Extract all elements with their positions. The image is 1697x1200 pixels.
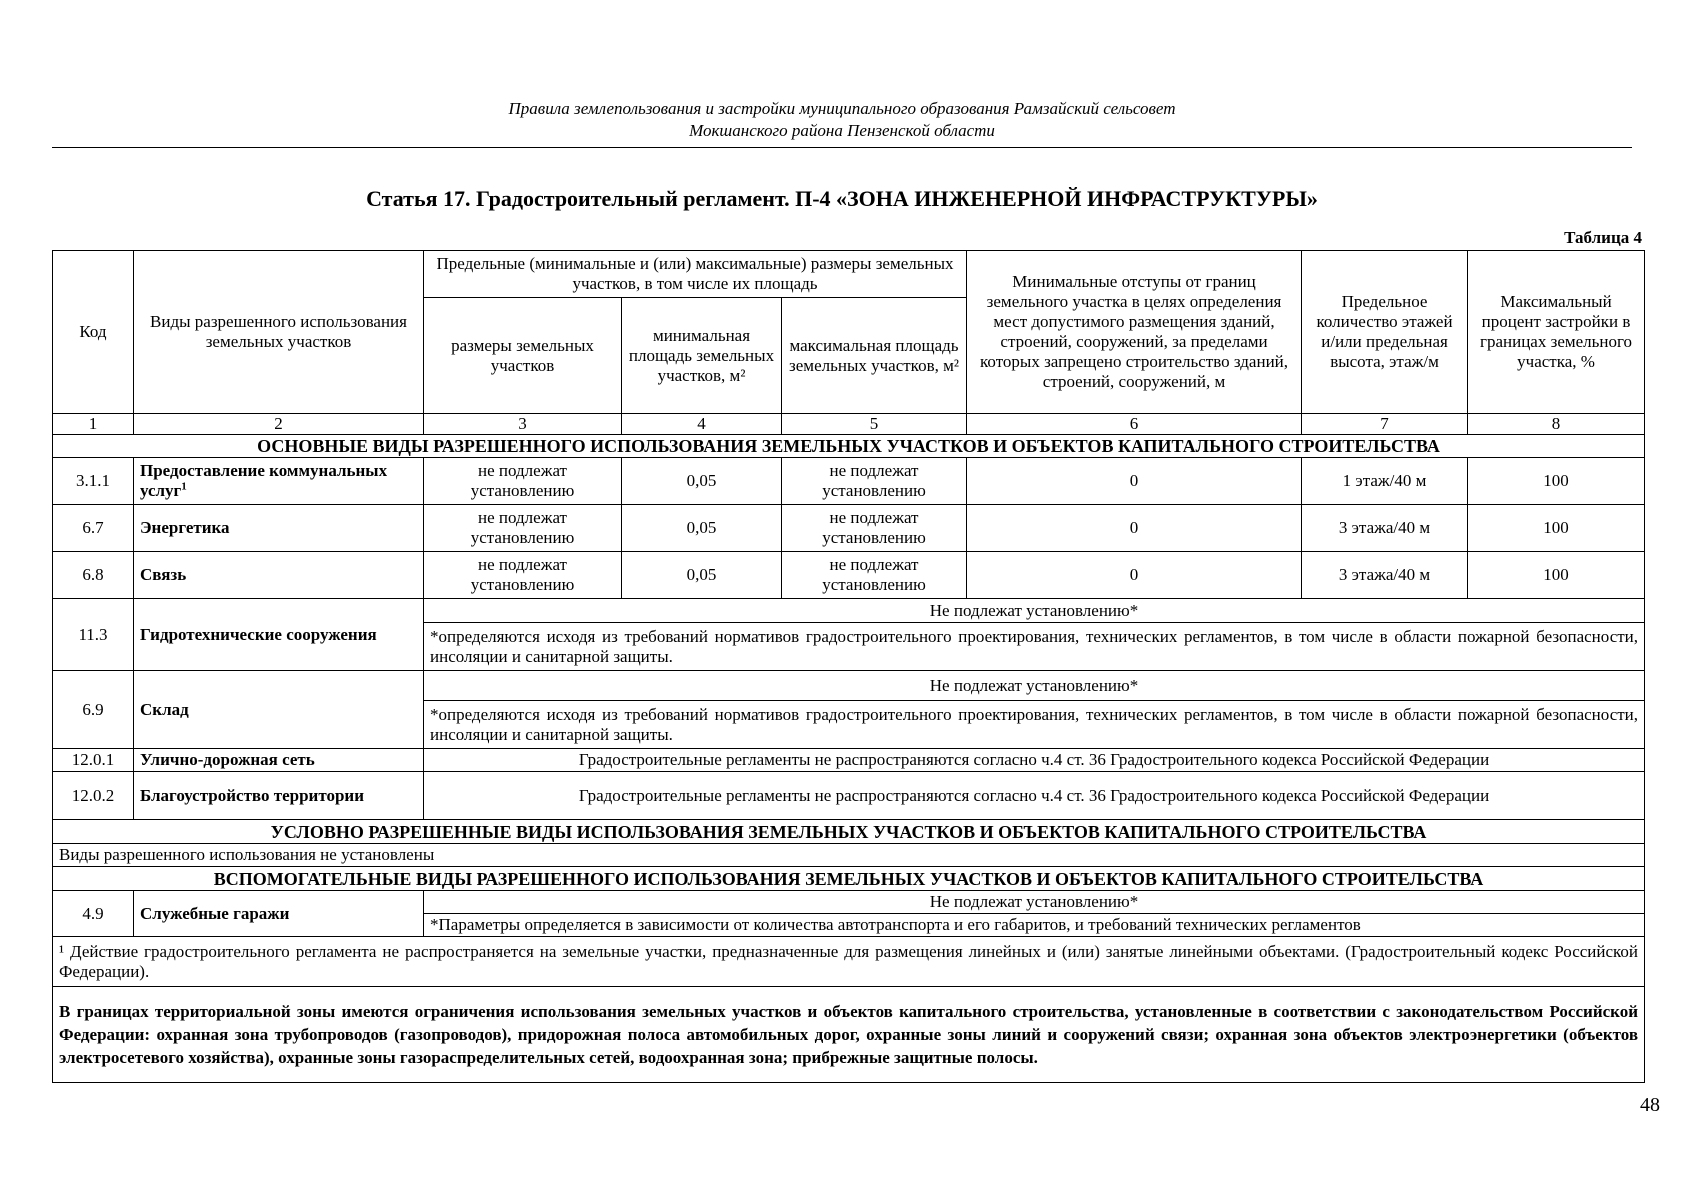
table-row (53, 505, 1645, 552)
col-number: 6 (967, 414, 1302, 435)
column-numbers-row (53, 414, 1645, 435)
row-name: Благоустройство территории (134, 772, 424, 820)
col-number: 5 (782, 414, 967, 435)
col-number: 2 (134, 414, 424, 435)
row-floors: 3 этажа/40 м (1302, 505, 1468, 552)
col-limits-group-header: Предельные (минимальные и (или) максимальные) размеры земельных участков, в том числе их площадь (424, 251, 967, 298)
table-row (53, 671, 1645, 701)
table-row (53, 891, 1645, 914)
row-code: 6.9 (53, 671, 134, 749)
row-min-area: 0,05 (622, 458, 782, 505)
row-code: 12.0.2 (53, 772, 134, 820)
section-main-heading: ОСНОВНЫЕ ВИДЫ РАЗРЕШЕННОГО ИСПОЛЬЗОВАНИЯ ЗЕМЕЛЬНЫХ УЧАСТКОВ И ОБЪЕКТОВ КАПИТАЛЬНОГО СТРОИТЕЛЬСТВА (53, 435, 1645, 458)
col-setbacks-header: Минимальные отступы от границ земельного участка в целях определения мест допустимого размещения зданий, строений, сооружений, за пределами которых запрещено строительство зданий, строений, сооружений, м (967, 251, 1302, 414)
col-sizes-header: размеры земельных участков (424, 298, 622, 414)
col-number: 4 (622, 414, 782, 435)
row-name: Гидротехнические сооружения (134, 599, 424, 671)
row-name: Связь (134, 552, 424, 599)
col-percent-header: Максимальный процент застройки в границах земельного участка, % (1468, 251, 1645, 414)
table-row (53, 772, 1645, 820)
footnote: ¹ Действие градостроительного регламента не распространяется на земельные участки, предназначенные для размещения линейных и (или) занятые линейными объектами. (Градостроительный кодекс Российской Федерации). (53, 937, 1645, 987)
col-number: 3 (424, 414, 622, 435)
col-code-header: Код (53, 251, 134, 414)
table-row (53, 749, 1645, 772)
col-number: 7 (1302, 414, 1468, 435)
row-code: 12.0.1 (53, 749, 134, 772)
footnote-marker: 1 (181, 480, 187, 493)
col-kind-header: Виды разрешенного использования земельных участков (134, 251, 424, 414)
col-number: 8 (1468, 414, 1645, 435)
row-max-area: не подлежат установлению (782, 505, 967, 552)
row-merged-note: *определяются исходя из требований нормативов градостроительного проектирования, технических регламентов, в том числе в области пожарной безопасности, инсоляции и санитарной защиты. (424, 623, 1645, 671)
row-setback: 0 (967, 552, 1302, 599)
row-code: 3.1.1 (53, 458, 134, 505)
row-min-area: 0,05 (622, 552, 782, 599)
page-number: 48 (1640, 1094, 1660, 1116)
col-max-area-header: максимальная площадь земельных участков, м² (782, 298, 967, 414)
row-percent: 100 (1468, 505, 1645, 552)
row-name: Предоставление коммунальных услуг$^1$ (134, 458, 424, 505)
header-rule (52, 147, 1632, 148)
row-code: 4.9 (53, 891, 134, 937)
row-sizes: не подлежат установлению (424, 458, 622, 505)
row-sizes: не подлежат установлению (424, 505, 622, 552)
section-conditional-heading: УСЛОВНО РАЗРЕШЕННЫЕ ВИДЫ ИСПОЛЬЗОВАНИЯ ЗЕМЕЛЬНЫХ УЧАСТКОВ И ОБЪЕКТОВ КАПИТАЛЬНОГО СТРОИТЕЛЬСТВА (53, 820, 1645, 844)
header-line-2: Мокшанского района Пензенской области (689, 121, 995, 140)
row-max-area: не подлежат установлению (782, 552, 967, 599)
row-not-applicable: Градостроительные регламенты не распространяются согласно ч.4 ст. 36 Градостроительного кодекса Российской Федерации (424, 749, 1645, 772)
header-line-1: Правила землепользования и застройки муниципального образования Рамзайский сельсовет (508, 99, 1176, 118)
row-merged-note: *определяются исходя из требований нормативов градостроительного проектирования, технических регламентов, в том числе в области пожарной безопасности, инсоляции и санитарной защиты. (424, 701, 1645, 749)
row-floors: 3 этажа/40 м (1302, 552, 1468, 599)
row-merged-value: Не подлежат установлению* (424, 671, 1645, 701)
regulation-table (52, 250, 1645, 1083)
col-floors-header: Предельное количество этажей и/или предельная высота, этаж/м (1302, 251, 1468, 414)
article-title: Статья 17. Градостроительный регламент. П-4 «ЗОНА ИНЖЕНЕРНОЙ ИНФРАСТРУКТУРЫ» (366, 186, 1318, 211)
row-code: 11.3 (53, 599, 134, 671)
row-setback: 0 (967, 505, 1302, 552)
row-merged-value: Не подлежат установлению* (424, 599, 1645, 623)
table-row (53, 458, 1645, 505)
table-label: Таблица 4 (1564, 228, 1642, 247)
row-name: Энергетика (134, 505, 424, 552)
col-min-area-header: минимальная площадь земельных участков, м² (622, 298, 782, 414)
section-conditional-note: Виды разрешенного использования не установлены (53, 844, 1645, 867)
row-not-applicable: Градостроительные регламенты не распространяются согласно ч.4 ст. 36 Градостроительного кодекса Российской Федерации (424, 772, 1645, 820)
row-sizes: не подлежат установлению (424, 552, 622, 599)
row-name: Улично-дорожная сеть (134, 749, 424, 772)
row-name: Склад (134, 671, 424, 749)
row-code: 6.8 (53, 552, 134, 599)
section-auxiliary-heading: ВСПОМОГАТЕЛЬНЫЕ ВИДЫ РАЗРЕШЕННОГО ИСПОЛЬЗОВАНИЯ ЗЕМЕЛЬНЫХ УЧАСТКОВ И ОБЪЕКТОВ КАПИТАЛЬНОГО СТРОИТЕЛЬСТВА (53, 867, 1645, 891)
row-max-area: не подлежат установлению (782, 458, 967, 505)
row-merged-value: Не подлежат установлению* (424, 891, 1645, 914)
table-row (53, 552, 1645, 599)
row-code: 6.7 (53, 505, 134, 552)
row-percent: 100 (1468, 552, 1645, 599)
row-floors: 1 этаж/40 м (1302, 458, 1468, 505)
document-header (52, 98, 1632, 142)
row-min-area: 0,05 (622, 505, 782, 552)
table-row (53, 599, 1645, 623)
row-percent: 100 (1468, 458, 1645, 505)
restrictions-note: В границах территориальной зоны имеются ограничения использования земельных участков и объектов капитального строительства, установленные в соответствии с законодательством Российской Федерации: охранная зона трубопроводов (газопроводов), придорожная полоса автомобильных дорог, охранные зоны линий и сооружений связи; охранная зона объектов электроэнергетики (объектов электросетевого хозяйства), охранные зоны газораспределительных сетей, водоохранная зона; прибрежные защитные полосы. (53, 987, 1645, 1083)
row-merged-note: *Параметры определяется в зависимости от количества автотранспорта и его габаритов, и требований технических регламентов (424, 914, 1645, 937)
col-number: 1 (53, 414, 134, 435)
row-setback: 0 (967, 458, 1302, 505)
row-name: Служебные гаражи (134, 891, 424, 937)
